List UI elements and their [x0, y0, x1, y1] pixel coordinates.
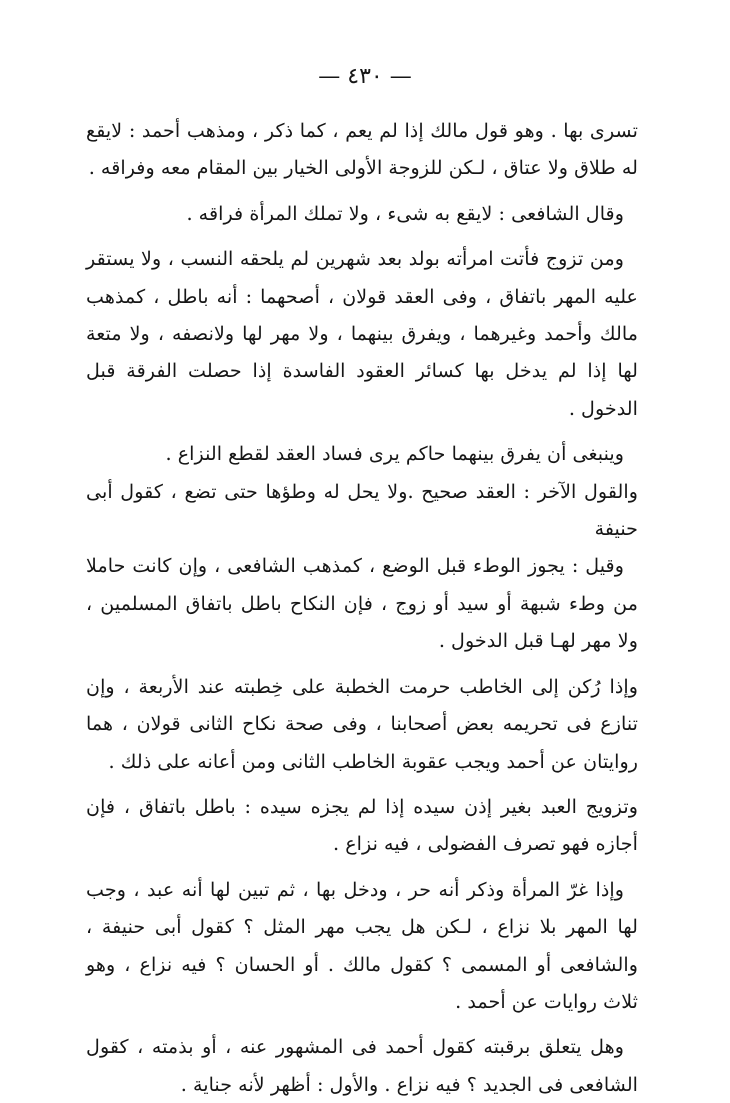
text-body: [86, 112, 638, 1103]
paragraph: وإذا غرّ المرأة وذكر أنه حر ، ودخل بها ، ثم تبين لها أنه عبد ، وجب لها المهر بلا نزاع ، لـكن هل يجب مهر المثل ؟ كقول أبى حنيفة ، والشافعى أو المسمى ؟ كقول مالك . أو الحسان ؟ فيه نزاع ، وهو ثلاث روايات عن أحمد .: [86, 877, 638, 1013]
paragraph: والقول الآخر : العقد صحيح .ولا يحل له وطؤها حتى تضع ، كقول أبى حنيفة: [86, 479, 638, 541]
paragraph: ومن تزوج فأتت امرأته بولد بعد شهرين لم يلحقه النسب ، ولا يستقر عليه المهر باتفاق ، وفى العقد قولان ، أصحهما : أنه باطل ، كمذهب مالك وأحمد وغيرهما ، ويفرق بينهما ، ولا مهر لها ولانصفه ، ولا متعة لها إذا لم يدخل بها كسائر العقود الفاسدة إذا حصلت الفرقة قبل الدخول .: [86, 247, 638, 420]
page-number: — ٤٣٠ —: [318, 64, 412, 89]
paragraph: وينبغى أن يفرق بينهما حاكم يرى فساد العقد لقطع النزاع .: [165, 442, 624, 466]
paragraph: وهل يتعلق برقبته كقول أحمد فى المشهور عنه ، أو بذمته ، كقول الشافعى فى الجديد ؟ فيه نزاع . والأول : أظهر لأنه جناية .: [86, 1035, 638, 1096]
paragraph: وتزويج العبد بغير إذن سيده إذا لم يجزه سيده : باطل باتفاق ، فإن أجازه فهو تصرف الفضولى ، فيه نزاع .: [86, 794, 638, 856]
paragraph: وإذا رُكن إلى الخاطب حرمت الخطبة على خِطبته عند الأربعة ، وإن تنازع فى تحريمه بعض أصحابنا ، وفى صحة نكاح الثانى قولان ، هما روايتان عن أحمد ويجب عقوبة الخاطب الثانى ومن أعانه على ذلك .: [86, 674, 638, 773]
paragraph: وقيل : يجوز الوطء قبل الوضع ، كمذهب الشافعى ، وإن كانت حاملا من وطء شبهة أو سيد أو زوج ، فإن النكاح باطل باتفاق المسلمين ، ولا مهر لهـا قبل الدخول .: [86, 554, 638, 653]
paragraph: وقال الشافعى : لايقع به شىء ، ولا تملك المرأة فراقه .: [186, 201, 624, 225]
paragraph: تسرى بها . وهو قول مالك إذا لم يعم ، كما ذكر ، ومذهب أحمد : لايقع له طلاق ولا عتاق ، لـكن للزوجة الأولى الخيار بين المقام معه وفراقه .: [86, 119, 638, 180]
